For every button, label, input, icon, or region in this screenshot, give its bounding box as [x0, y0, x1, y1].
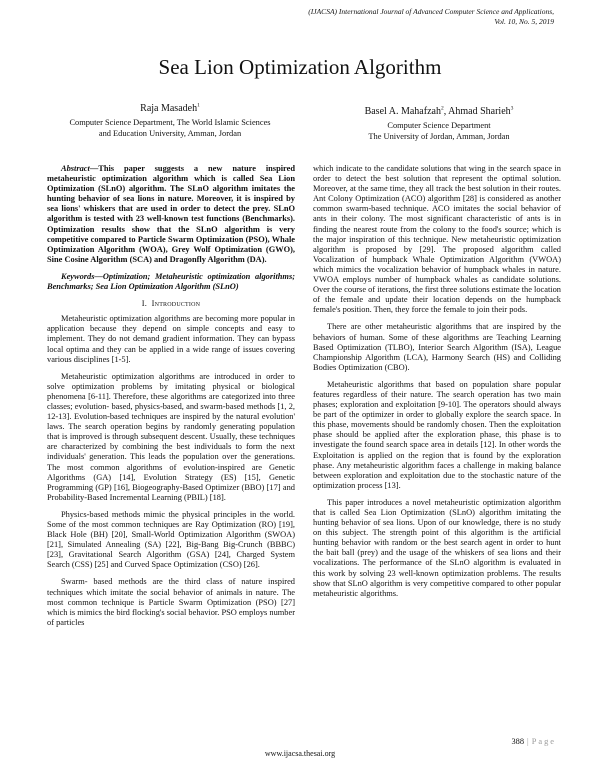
intro-paragraph-3: Physics-based methods mimic the physical principles in the world. Some of the most common techniques are Ray Optimization (RO) [19], Black Hole (BH) [20], Small-World Optimization Algorithm (SWOA) [21], Simulated Annealing (SA) [22], Big-Bang Big-Crunch (BBBC) [23], Gravitational Search Algorithm (GSA) [24], Charged System Search (CSS) [25] and Curved Space Optimization (CSO) [26]. [47, 509, 295, 570]
journal-header [174, 7, 554, 27]
section-heading: I. Introduction [141, 299, 201, 309]
author-block-1 [40, 103, 300, 139]
paper-title: Sea Lion Optimization Algorithm [158, 55, 442, 79]
intro-paragraph-6: There are other metaheuristic algorithms that are inspired by the behaviors of human. Some of these algorithms are Teaching Learning Based Optimization (TLBO), Interior Search Algorithm (ISA), League Championship Algorithm (LCA), Harmony Search (HS) and Colliding Bodies Optimization (CBO). [313, 322, 561, 372]
journal-header-line2: Vol. 10, No. 5, 2019 [494, 17, 554, 26]
keywords: Keywords—Optimization; Metaheuristic optimization algorithms; Benchmarks; Sea Lion Optimization Algorithm (SLnO) [47, 271, 295, 292]
intro-paragraph-8: This paper introduces a novel metaheuristic optimization algorithm that is called Sea Lion Optimization (SLnO) algorithm imitating the hunting behavior of sea lions. Upon of our knowledge, there is no study on this subject. The strength point of this algorithm is the artificial hunting behavior with random or the best search agent in order to hunt the bait ball (prey) and the usage of the whiskers of sea lions and their vocalizations. The performance of the SLnO algorithm is evaluated in this work by solving 23 well-known optimization problems. The results show that SLnO algorithm is very competitive compared to other popular metaheuristic algorithms. [313, 497, 561, 598]
author-affiliation-1b: and Education University, Amman, Jordan [98, 129, 242, 138]
intro-paragraph-1: Metaheuristic optimization algorithms are becoming more popular in application because they depend on simple concepts and easy to implement. They do not demand gradient information. They can bypass local optima and they can be applied in a wide range of issues covering various disciplines [1-5]. [47, 314, 295, 364]
author-block-2 [308, 106, 570, 142]
abstract: Abstract—This paper suggests a new nature inspired metaheuristic optimization algorithm which is called Sea Lion Optimization (SLnO) algorithm. The SLnO algorithm imitates the hunting behavior of sea lions in nature. Moreover, it is inspired by sea lions' whiskers that are used in order to detect the prey. SLnO algorithm is tested with 23 well-known test functions (Benchmarks). Optimization results show that the SLnO algorithm is very competitive compared to Particle Swarm Optimization (PSO), Whale Optimization Algorithm (WOA), Grey Wolf Optimization (GWO), Sine Cosine Algorithm (SCA) and Dragonfly Algorithm (DA). [47, 164, 295, 264]
author-affiliation-2b: The University of Jordan, Amman, Jordan [368, 132, 510, 141]
right-column [313, 164, 561, 606]
intro-paragraph-5: which indicate to the candidate solutions that wing in the search space in order to detect the best solution that represent the optimal solution. Moreover, at the same time, they all track the best solution in their routes. Ant Colony Optimization (ACO) algorithm [28] is considered as another common swarm-based technique. ACO imitates the social behavior of ants in their colony. The most significant characteristic of ants is in finding the nearest route from the colony to the food's source; which is the major inspiration of this technique. New metaheuristic optimization algorithm is proposed by [29]. The proposed algorithm called Vocalization of humpback Whale Optimization Algorithm (VWOA) which mimics the vocalization behavior of humpback whales in nature. VWOA employs number of humpback whales as candidate solutions. Over the course of iterations, the first three solutions estimate the location of the female and update their location depends on the humpback female's position. Then, they force the female to join their pods. [313, 164, 561, 315]
author-names-2: Basel A. Mahafzah$^2$, Ahmad Sharieh$^3$ [364, 105, 514, 117]
page-number: 388 | Page [511, 737, 556, 746]
author-name-1: Raja Masadeh$^1$ [140, 102, 200, 114]
author-affiliation-2a: Computer Science Department [387, 121, 491, 130]
intro-paragraph-2: Metaheuristic optimization algorithms are introduced in order to solve optimization problems by imitating physical or biological phenomena [6-11]. Therefore, these algorithms are categorized into three classes; evolution- based, physics-based, and swarm-based methods [1, 2, 12-13]. Evolution-based techniques are inspired by the natural evolution' laws. The search operation begins by randomly generating population that is improved is through subsequent descent. Usually, these techniques are characterized by combining the best individuals to form the next individuals' generation. This leads the population over the generations. The most common algorithms of evolution-inspired are Genetic Algorithms (GA) [14], Evolution Strategy (ES) [15], Genetic Programming (GP) [16], Biogeography-Based Optimizer (BBO) [17] and Probability-Based Incremental Learning (PBIL) [18]. [47, 371, 295, 502]
intro-paragraph-7: Metaheuristic algorithms that based on population share popular features regardless of their nature. The search operation has two main phases; exploration and exploitation [9-10]. The operators should always be part of the optimizer in order to globally explore the search space. In this phase, movements should be randomly chosen. Then the exploitation phase should be applied after the exploration phase, this phase is to investigate the found search space area in details [12]. In other words the Exploitation is applied on the region that is found by the exploration phase. Any metaheuristic algorithm faces a challenge in making balance between exploration and exploitation due to the stochastic nature of the optimization process [13]. [313, 379, 561, 490]
intro-paragraph-4: Swarm- based methods are the third class of nature inspired techniques which imitate the social behavior of animals in nature. The most common technique is Particle Swarm Optimization (PSO) [27] which is mimics the bird flocking's social behavior. PSO employs number of particles [47, 577, 295, 627]
left-column [47, 164, 295, 635]
journal-header-line1: (IJACSA) International Journal of Advanced Computer Science and Applications, [308, 7, 554, 16]
journal-url-link[interactable]: www.ijacsa.thesai.org [264, 749, 336, 758]
author-affiliation-1a: Computer Science Department, The World Islamic Sciences [69, 118, 271, 127]
